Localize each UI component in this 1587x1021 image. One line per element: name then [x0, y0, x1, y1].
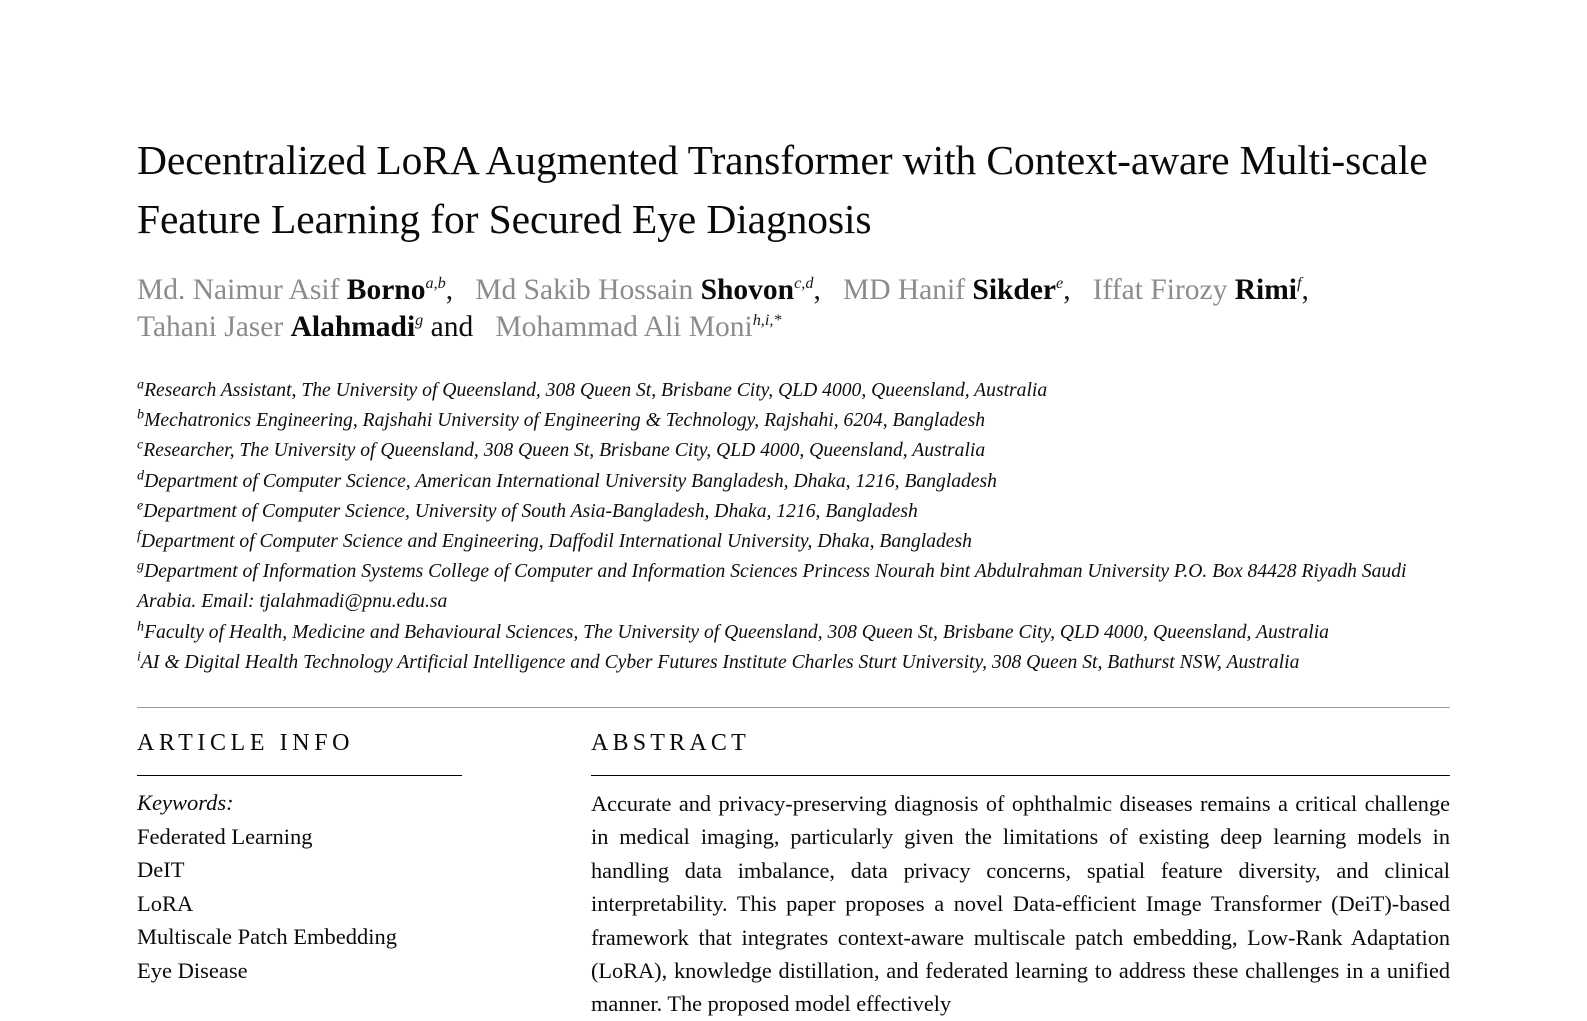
author-surname: Rimi — [1234, 274, 1298, 306]
affiliation-item — [137, 618, 1450, 648]
keyword-item: DeIT — [137, 857, 185, 883]
affiliation-text: Department of Computer Science, American International University Bangladesh, Dhaka, 1216, Bangladesh — [144, 470, 997, 492]
author-given-name: MD Hanif — [842, 274, 966, 306]
keywords-items — [137, 820, 590, 988]
author-affiliation-marker: e — [1056, 274, 1064, 293]
abstract-body — [591, 787, 1450, 1021]
author-separator: , — [1301, 274, 1309, 306]
affiliation-text: Researcher, The University of Queensland, 308 Queen St, Brisbane City, QLD 4000, Queensland, Australia — [143, 440, 986, 462]
keywords-block — [137, 786, 590, 987]
keyword-item: Federated Learning — [137, 823, 313, 849]
affiliation-item — [137, 436, 1450, 466]
author-list — [137, 272, 1450, 346]
affiliation-marker: i — [137, 648, 141, 665]
author-given-name: Iffat Firozy — [1092, 274, 1228, 306]
affiliation-text: Department of Computer Science, University of South Asia-Bangladesh, Dhaka, 1216, Bangladesh — [143, 500, 918, 522]
article-info-divider — [137, 775, 462, 776]
author-separator: , — [813, 274, 821, 306]
affiliation-text: Department of Computer Science and Engineering, Daffodil International University, Dhaka, Bangladesh — [140, 531, 972, 553]
affiliation-item — [137, 648, 1450, 678]
info-abstract-columns — [137, 730, 1450, 1021]
author-affiliation-marker: f — [1297, 274, 1302, 293]
affiliation-item — [137, 406, 1450, 436]
affiliation-marker: g — [137, 557, 145, 574]
author-surname: Shovon — [700, 274, 795, 306]
author-affiliation-marker: a,b — [425, 274, 446, 293]
affiliation-text: AI & Digital Health Technology Artificial Intelligence and Cyber Futures Institute Charles Sturt University, 308 Queen St, Bathurst NSW, Australia — [140, 651, 1300, 673]
affiliation-marker: h — [137, 618, 145, 635]
affiliation-item — [137, 557, 1450, 617]
affiliation-marker: d — [137, 467, 145, 484]
affiliation-text: Faculty of Health, Medicine and Behavioural Sciences, The University of Queensland, 308 Queen St, Brisbane City, QLD 4000, Queensland, Australia — [144, 621, 1329, 643]
abstract-column — [591, 730, 1450, 1021]
affiliation-marker: b — [137, 406, 145, 423]
author-surname: Sikder — [972, 274, 1057, 306]
page-title: Decentralized LoRA Augmented Transformer with Context-aware Multi-scale Feature Learning for Secured Eye Diagnosis — [137, 137, 1428, 242]
keywords-label: Keywords: — [137, 790, 234, 816]
affiliation-item — [137, 467, 1450, 497]
affiliation-item — [137, 376, 1450, 406]
abstract-text: Accurate and privacy-preserving diagnosis of ophthalmic diseases remains a critical challenge in medical imaging, particularly given the limitations of existing deep learning models in handling data imbalance, data privacy concerns, spatial feature diversity, and clinical interpretability. This paper proposes a novel Data-efficient Image Transformer (DeiT)-based framework that integrates context-aware multiscale patch embedding, Low-Rank Adaptation (LoRA), knowledge distillation, and federated learning to address these challenges in a unified manner. The proposed model effectively — [591, 791, 1450, 1017]
affiliation-item — [137, 497, 1450, 527]
affiliation-text: Mechatronics Engineering, Rajshahi University of Engineering & Technology, Rajshahi, 6204, Bangladesh — [144, 410, 986, 432]
author-given-name: Md. Naimur Asif — [137, 274, 340, 306]
author-affiliation-marker: c,d — [794, 274, 814, 293]
author-affiliation-marker: g — [415, 311, 424, 330]
affiliation-marker: f — [137, 527, 141, 544]
affiliation-item — [137, 527, 1450, 557]
affiliation-text: Research Assistant, The University of Queensland, 308 Queen St, Brisbane City, QLD 4000, Queensland, Australia — [144, 380, 1048, 401]
author-given-name: Tahani Jaser — [137, 311, 284, 343]
title-block — [137, 0, 1450, 249]
author-affiliation-marker: h,i,* — [752, 311, 782, 330]
affiliation-list — [137, 376, 1450, 678]
author-conjunction: and — [430, 311, 474, 343]
author-given-name: Md Sakib Hossain — [475, 274, 694, 306]
article-info-heading: ARTICLE INFO — [137, 730, 355, 757]
author-separator: , — [1063, 274, 1071, 306]
keyword-item: Multiscale Patch Embedding — [137, 924, 397, 950]
header-divider — [137, 707, 1450, 708]
affiliation-text: Department of Information Systems College of Computer and Information Sciences Princess Nourah bint Abdulrahman University P.O. Box 84428 Riyadh Saudi Arabia. Email: tjalahmadi@pnu.edu.sa — [137, 561, 1407, 613]
affiliation-marker: c — [137, 436, 144, 453]
affiliation-marker: a — [137, 376, 145, 393]
keyword-item: LoRA — [137, 890, 194, 916]
abstract-heading: ABSTRACT — [591, 730, 750, 757]
author-given-name: Mohammad Ali Moni — [495, 311, 753, 343]
author-line-1 — [137, 272, 1450, 309]
author-separator: , — [445, 274, 454, 306]
affiliation-marker: e — [137, 497, 144, 514]
abstract-divider — [591, 775, 1450, 776]
author-line-2 — [137, 309, 1450, 346]
author-surname: Alahmadi — [290, 311, 416, 343]
keyword-item: Eye Disease — [137, 957, 248, 983]
author-surname: Borno — [346, 274, 426, 306]
article-info-column — [137, 730, 590, 1021]
